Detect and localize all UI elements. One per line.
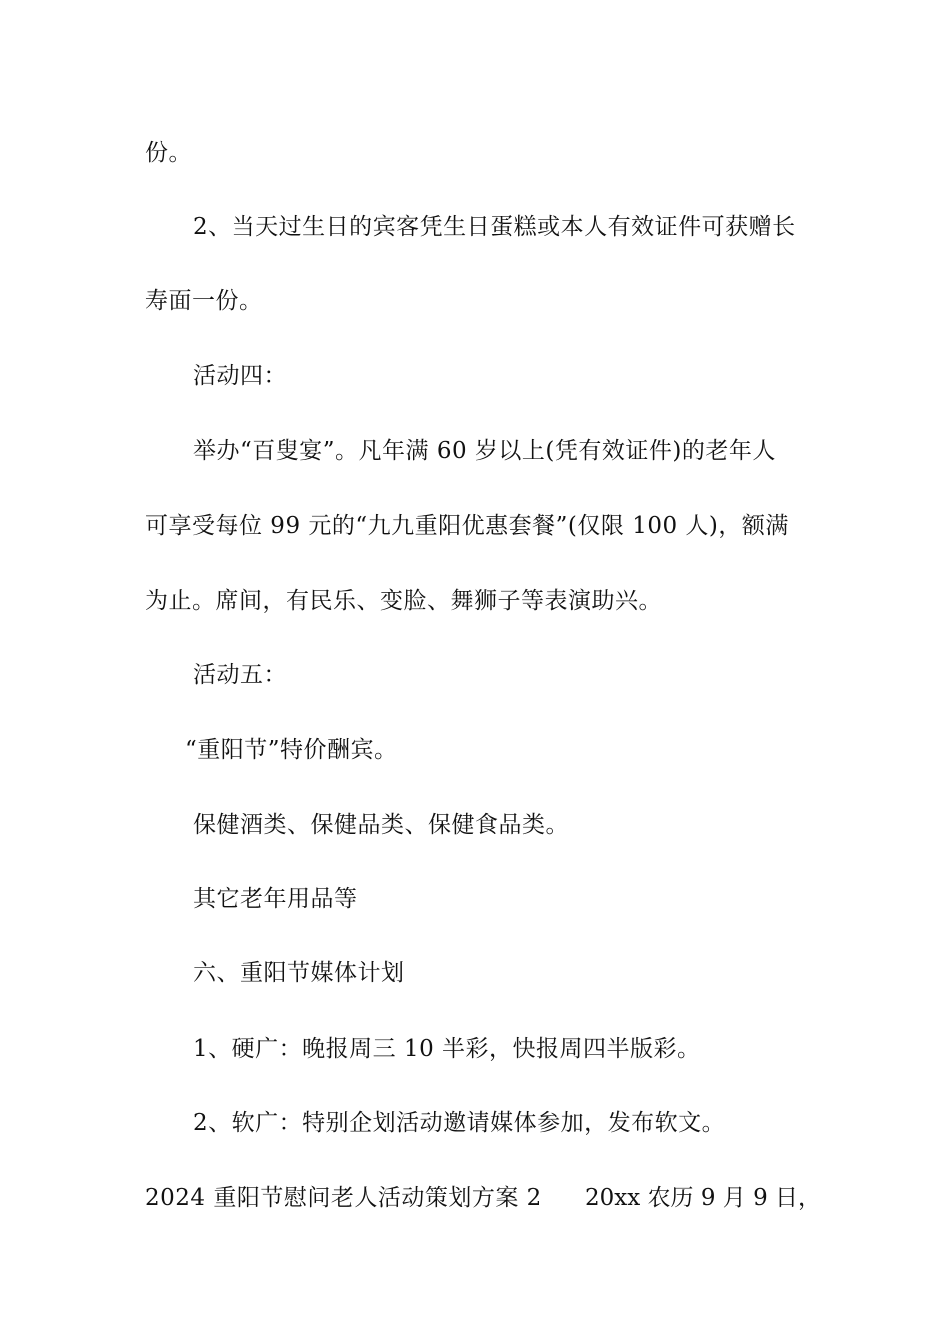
paragraph-line: 份。: [145, 140, 192, 166]
paragraph-line: 其它老年用品等: [193, 886, 358, 912]
paragraph-line: 保健酒类、保健品类、保健食品类。: [193, 812, 569, 838]
paragraph-line: 举办“百叟宴”。凡年满 60 岁以上(凭有效证件)的老年人: [193, 438, 776, 464]
document-title: 2024 重阳节慰问老人活动策划方案 2: [145, 1185, 542, 1211]
paragraph-line: 可享受每位 99 元的“九九重阳优惠套餐”(仅限 100 人)，额满: [145, 513, 789, 539]
paragraph-line: 2、当天过生日的宾客凭生日蛋糕或本人有效证件可获赠长: [193, 214, 796, 240]
paragraph-line: 寿面一份。: [145, 288, 263, 314]
paragraph-line: “重阳节”特价酬宾。: [185, 737, 398, 763]
section-heading: 六、重阳节媒体计划: [193, 960, 405, 986]
section-heading: 活动五：: [193, 662, 287, 688]
paragraph-line: 2、软广：特别企划活动邀请媒体参加，发布软文。: [193, 1110, 726, 1136]
section-heading: 活动四：: [193, 363, 287, 389]
event-date-text: 20xx 农历 9 月 9 日，: [585, 1185, 822, 1211]
paragraph-line: 1、硬广：晚报周三 10 半彩，快报周四半版彩。: [193, 1036, 701, 1062]
paragraph-line: 为止。席间，有民乐、变脸、舞狮子等表演助兴。: [145, 588, 662, 614]
